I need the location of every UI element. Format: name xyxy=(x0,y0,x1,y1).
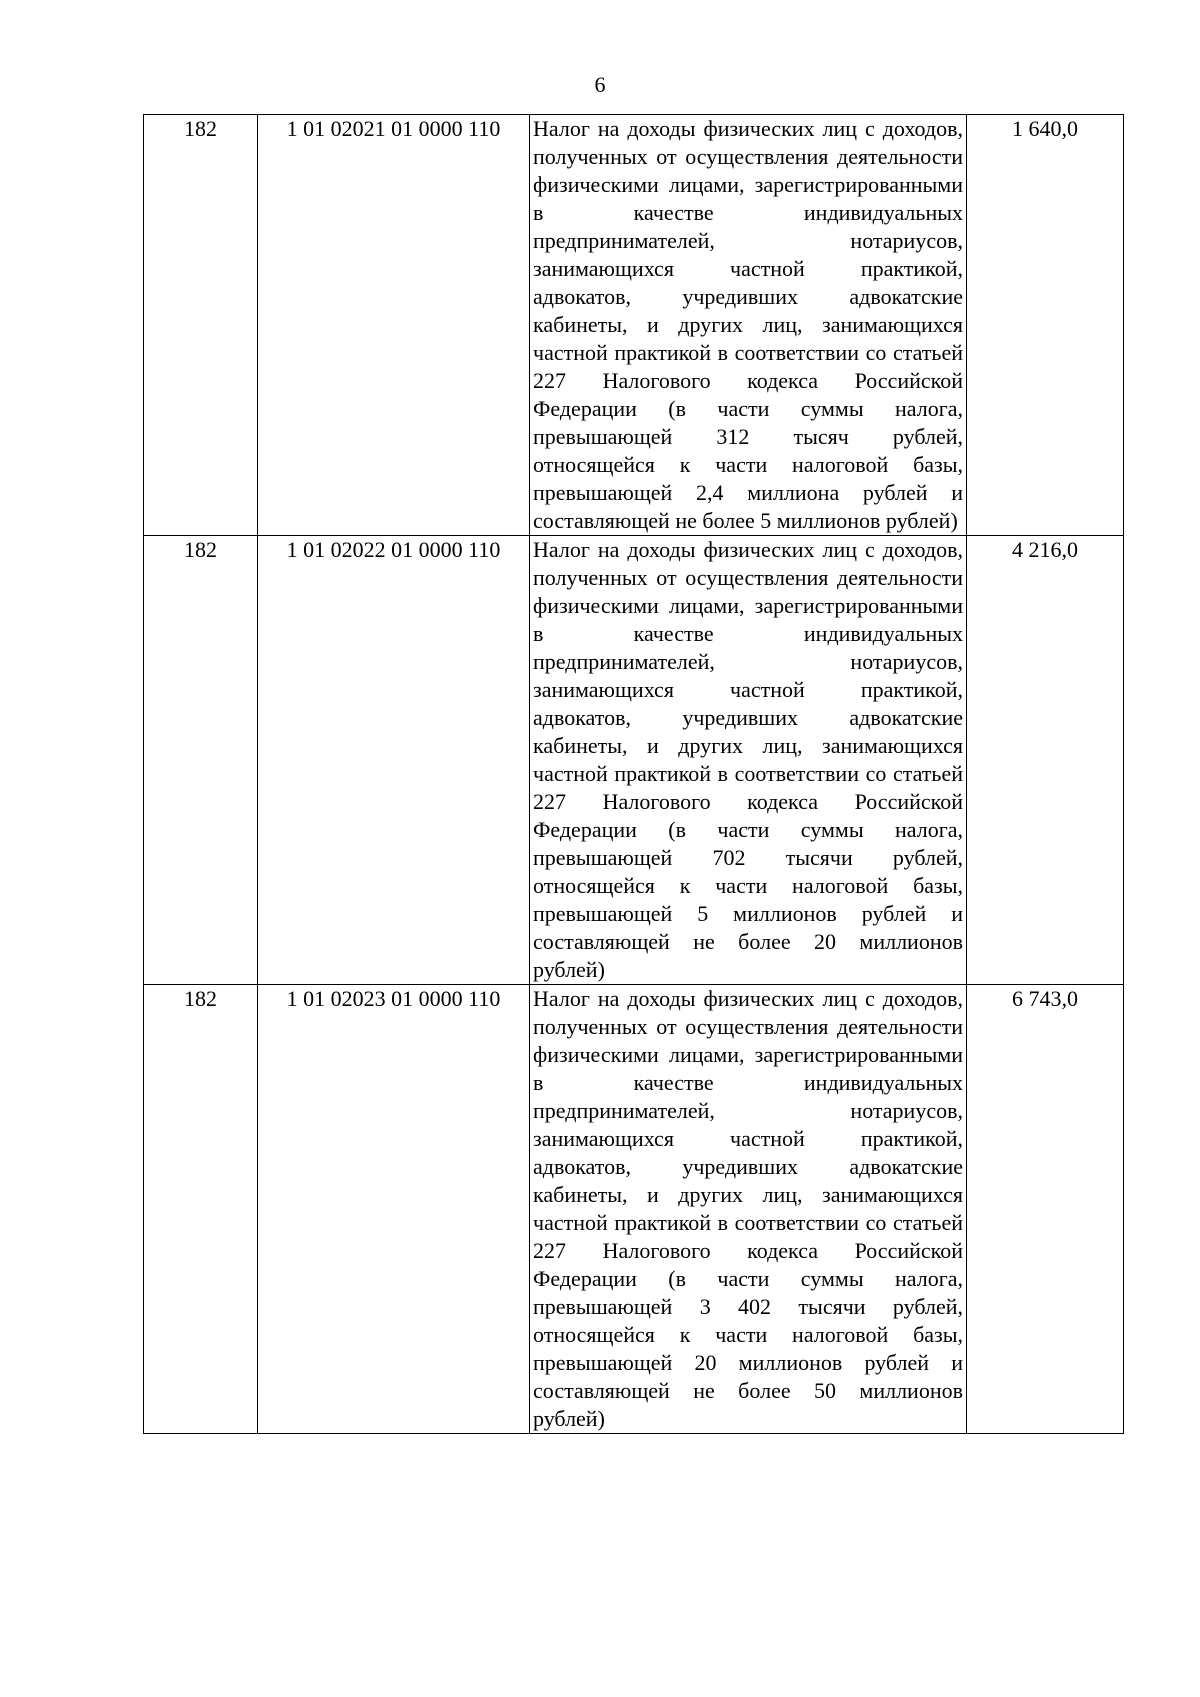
amount-cell: 1 640,0 xyxy=(967,115,1124,536)
admin-code-cell: 182 xyxy=(144,985,258,1434)
revenue-name-text: Налог на доходы физических лиц с доходов, полученных от осуществления деятельности физическими лицами, зарегистрированными в качестве индивидуальных предпринимателей, нотариусов, занимающихся частной практикой, адвокатов, учредивших адвокатские кабинеты, и других лиц, занимающихся частной практикой в соответствии со статьей 227 Налогового кодекса Российской Федерации (в части суммы налога, превышающей 702 тысячи рублей, относящейся к части налоговой базы, превышающей 5 миллионов рублей и составляющей не более 20 миллионов рублей) xyxy=(533,537,963,982)
table-row xyxy=(144,536,1124,985)
admin-code-cell: 182 xyxy=(144,536,258,985)
page-number: 6 xyxy=(594,72,606,97)
table-row xyxy=(144,985,1124,1434)
table-row xyxy=(144,115,1124,536)
amount-cell: 4 216,0 xyxy=(967,536,1124,985)
revenue-name-cell xyxy=(530,115,967,536)
revenue-name-cell xyxy=(530,536,967,985)
budget-code-cell: 1 01 02022 01 0000 110 xyxy=(258,536,530,985)
admin-code-cell: 182 xyxy=(144,115,258,536)
revenue-name-cell xyxy=(530,985,967,1434)
budget-code-cell: 1 01 02023 01 0000 110 xyxy=(258,985,530,1434)
budget-code-cell: 1 01 02021 01 0000 110 xyxy=(258,115,530,536)
revenue-name-text: Налог на доходы физических лиц с доходов, полученных от осуществления деятельности физическими лицами, зарегистрированными в качестве индивидуальных предпринимателей, нотариусов, занимающихся частной практикой, адвокатов, учредивших адвокатские кабинеты, и других лиц, занимающихся частной практикой в соответствии со статьей 227 Налогового кодекса Российской Федерации (в части суммы налога, превышающей 312 тысяч рублей, относящейся к части налоговой базы, превышающей 2,4 миллиона рублей и составляющей не более 5 миллионов рублей) xyxy=(533,116,963,533)
budget-revenue-table xyxy=(143,114,1124,1434)
revenue-name-text: Налог на доходы физических лиц с доходов, полученных от осуществления деятельности физическими лицами, зарегистрированными в качестве индивидуальных предпринимателей, нотариусов, занимающихся частной практикой, адвокатов, учредивших адвокатские кабинеты, и других лиц, занимающихся частной практикой в соответствии со статьей 227 Налогового кодекса Российской Федерации (в части суммы налога, превышающей 3 402 тысячи рублей, относящейся к части налоговой базы, превышающей 20 миллионов рублей и составляющей не более 50 миллионов рублей) xyxy=(533,986,963,1431)
amount-cell: 6 743,0 xyxy=(967,985,1124,1434)
